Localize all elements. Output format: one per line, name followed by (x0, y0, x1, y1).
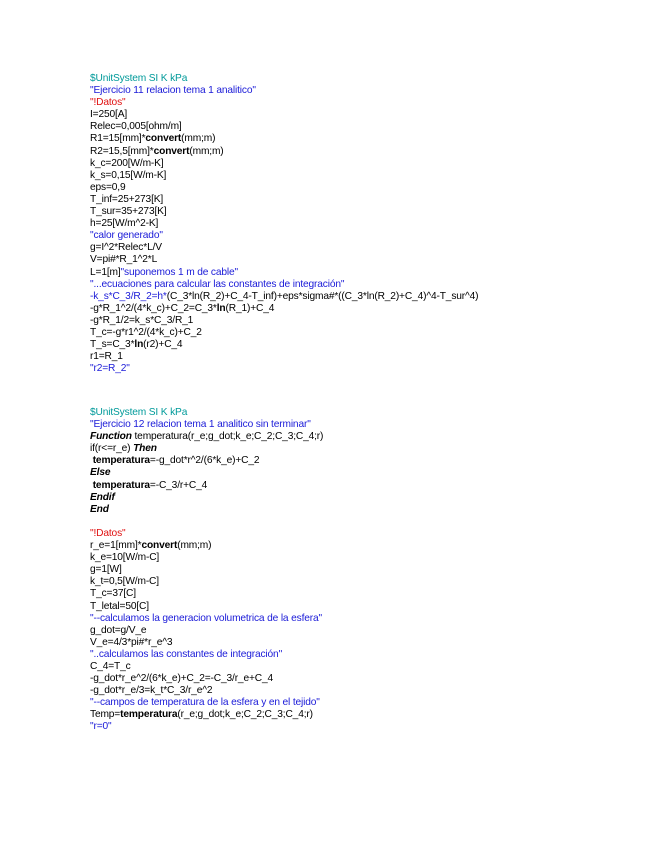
code-text: "suponemos 1 m de cable" (120, 266, 238, 278)
code-text: R1=15[mm]* (90, 133, 146, 145)
code-line (90, 407, 323, 419)
code-text: "r=0" (90, 721, 112, 733)
code-line (90, 363, 478, 375)
code-line (90, 588, 323, 600)
code-text: "r2=R_2" (90, 363, 130, 375)
code-text: k_s=0,15[W/m-K] (90, 169, 167, 181)
code-text: T_c=37[C] (90, 588, 136, 600)
keyword-text: Else (90, 467, 111, 479)
code-text: T_c=-g*r1^2/(4*k_c)+C_2 (90, 326, 202, 338)
code-block-ejercicio-11 (90, 73, 478, 375)
code-text: k_t=0,5[W/m-C] (90, 576, 159, 588)
code-text: T_inf=25+273[K] (90, 193, 164, 205)
code-text: g=I^2*Relec*L/V (90, 242, 162, 254)
code-text: (r2)+C_4 (143, 339, 183, 351)
code-line (90, 351, 478, 363)
code-line (90, 315, 478, 327)
code-line (90, 194, 478, 206)
code-line (90, 697, 323, 709)
code-line (90, 709, 323, 721)
code-text: "Ejercicio 12 relacion tema 1 analitico sin terminar" (90, 419, 311, 431)
code-line (90, 601, 323, 613)
code-line (90, 133, 478, 145)
keyword-text: Then (133, 443, 157, 455)
code-line (90, 625, 323, 637)
code-line (90, 431, 323, 443)
code-text: =-g_dot*r^2/(6*k_e)+C_2 (149, 455, 260, 467)
code-text: Temp= (90, 709, 121, 721)
code-text: =-C_3/r+C_4 (149, 479, 208, 491)
code-line (90, 109, 478, 121)
code-text: h=25[W/m^2-K] (90, 218, 159, 230)
code-text: g_dot=g/V_e (90, 624, 147, 636)
code-text: $UnitSystem SI K kPa (90, 407, 188, 418)
code-text: I=250[A] (90, 109, 128, 121)
keyword-text: temperatura (92, 479, 150, 491)
keyword-text: convert (145, 133, 182, 145)
blank-line (90, 516, 323, 528)
code-line (90, 267, 478, 279)
keyword-text: temperatura (92, 455, 150, 467)
code-text: $UnitSystem SI K kPa (90, 73, 188, 84)
code-text: temperatura(r_e;g_dot;k_e;C_2;C_3;C_4;r) (131, 431, 324, 443)
code-line (90, 419, 323, 431)
code-text: V_e=4/3*pi#*r_e^3 (90, 636, 173, 648)
code-line (90, 218, 478, 230)
code-text: -k_s*C_3/R_2=h* (90, 290, 167, 302)
code-text: Relec=0,005[ohm/m] (90, 121, 182, 133)
code-text: if(r<=r_e) (90, 443, 134, 455)
code-text: r1=R_1 (90, 351, 123, 363)
code-text: "calor generado" (90, 230, 163, 242)
code-text: T_letal=50[C] (90, 600, 149, 612)
code-line (90, 327, 478, 339)
keyword-text: Function (90, 431, 132, 443)
code-line (90, 146, 478, 158)
code-text: "Ejercicio 11 relacion tema 1 analitico" (90, 85, 256, 97)
keyword-text: ln (134, 339, 144, 351)
code-text: -g_dot*r_e/3=k_t*C_3/r_e^2 (90, 685, 213, 697)
code-text: L=1[m] (90, 266, 121, 278)
code-line (90, 649, 323, 661)
code-text: "!Datos" (90, 97, 126, 109)
code-text: C_4=T_c (90, 660, 131, 672)
code-line (90, 158, 478, 170)
code-text: -g*R_1/2=k_s*C_3/R_1 (90, 314, 194, 326)
code-line (90, 339, 478, 351)
code-block-ejercicio-12 (90, 407, 323, 734)
code-line (90, 673, 323, 685)
code-text: "--calculamos la generacion volumetrica de la esfera" (90, 612, 323, 624)
code-text: T_s=C_3* (90, 339, 135, 351)
code-text: r_e=1[mm]* (90, 540, 142, 552)
code-text: (r_e;g_dot;k_e;C_2;C_3;C_4;r) (177, 709, 313, 721)
code-text: k_e=10[W/m-C] (90, 552, 160, 564)
code-text: (R_1)+C_4 (225, 302, 275, 314)
code-text: k_c=200[W/m-K] (90, 157, 164, 169)
code-line (90, 303, 478, 315)
code-line (90, 564, 323, 576)
code-text: R2=15,5[mm]* (90, 145, 154, 157)
keyword-text: ln (216, 302, 226, 314)
code-line (90, 576, 323, 588)
code-text: -g*R_1^2/(4*k_c)+C_2=C_3* (90, 302, 217, 314)
code-text: g=1[W] (90, 564, 122, 576)
code-line (90, 291, 478, 303)
code-text: (C_3*ln(R_2)+C_4-T_inf)+eps*sigma#*((C_3*ln(R_2)+C_4)^4-T_sur^4) (166, 290, 479, 302)
code-text: "...ecuaciones para calcular las constantes de integración" (90, 278, 345, 290)
code-text: T_sur=35+273[K] (90, 206, 167, 218)
code-line (90, 279, 478, 291)
keyword-text: temperatura (120, 709, 178, 721)
code-line (90, 443, 323, 455)
keyword-text: convert (141, 540, 178, 552)
code-line (90, 637, 323, 649)
code-line (90, 170, 478, 182)
code-line (90, 455, 323, 467)
code-line (90, 73, 478, 85)
code-text: V=pi#*R_1^2*L (90, 254, 158, 266)
code-line (90, 504, 323, 516)
keyword-text: End (90, 503, 109, 515)
code-line (90, 230, 478, 242)
code-line (90, 685, 323, 697)
code-line (90, 85, 478, 97)
code-line (90, 492, 323, 504)
code-line (90, 552, 323, 564)
code-line (90, 206, 478, 218)
code-line (90, 540, 323, 552)
code-line (90, 121, 478, 133)
code-line (90, 528, 323, 540)
code-line (90, 254, 478, 266)
code-line (90, 480, 323, 492)
code-line (90, 721, 323, 733)
code-line (90, 242, 478, 254)
keyword-text: convert (153, 145, 190, 157)
code-line (90, 467, 323, 479)
code-line (90, 182, 478, 194)
code-text: -g_dot*r_e^2/(6*k_e)+C_2=-C_3/r_e+C_4 (90, 673, 274, 685)
code-text: "--campos de temperatura de la esfera y en el tejido" (90, 697, 320, 709)
code-text: (mm;m) (189, 145, 224, 157)
code-line (90, 661, 323, 673)
code-text: (mm;m) (181, 133, 216, 145)
code-line (90, 97, 478, 109)
keyword-text: Endif (90, 491, 115, 503)
code-text: "!Datos" (90, 527, 126, 539)
code-text: eps=0,9 (90, 181, 126, 193)
code-text: (mm;m) (177, 540, 212, 552)
code-text: "..calculamos las constantes de integración" (90, 648, 283, 660)
code-line (90, 613, 323, 625)
